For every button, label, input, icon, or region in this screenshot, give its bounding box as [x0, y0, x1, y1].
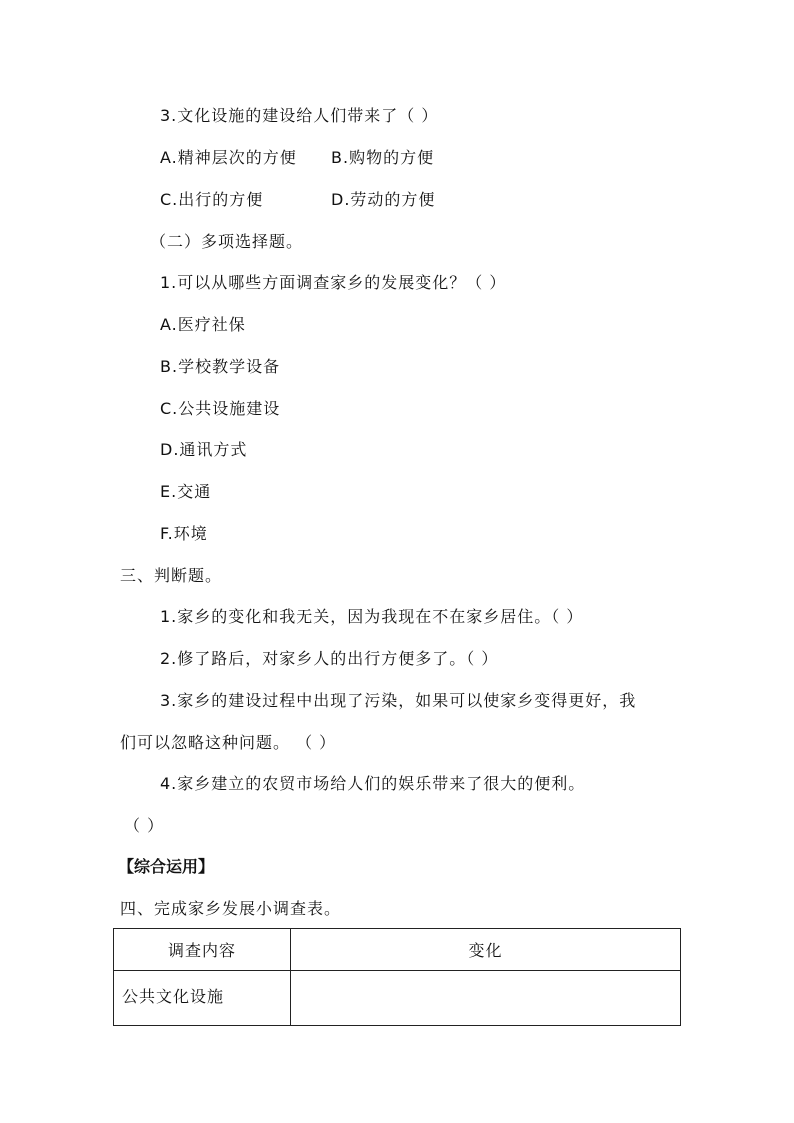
- true-false-heading: 三、判断题。: [120, 566, 223, 585]
- tf-question-3-line1: 3.家乡的建设过程中出现了污染，如果可以使家乡变得更好，我: [160, 691, 637, 710]
- tf-question-4-line1: 4.家乡建立的农贸市场给人们的娱乐带来了很大的便利。: [160, 774, 586, 793]
- multi-option-b: B.学校教学设备: [160, 357, 281, 376]
- table-header-content: 调查内容: [114, 929, 291, 971]
- question-3: 3.文化设施的建设给人们带来了（ ）: [160, 106, 439, 125]
- multi-option-e: E.交通: [160, 482, 212, 501]
- table-header-change: 变化: [291, 929, 681, 971]
- multi-option-a: A.医疗社保: [160, 315, 246, 334]
- table-row: [114, 971, 681, 1026]
- survey-task: 四、完成家乡发展小调查表。: [120, 899, 342, 918]
- table-cell-item: 公共文化设施: [114, 971, 291, 1026]
- table-header-row: [114, 929, 681, 971]
- option-b: B.购物的方便: [331, 148, 435, 167]
- option-d: D.劳动的方便: [331, 190, 436, 209]
- multi-question-1: 1.可以从哪些方面调查家乡的发展变化？（ ）: [160, 273, 507, 292]
- tf-question-3-line2: 们可以忽略这种问题。 （ ）: [120, 733, 337, 752]
- section-label: 【综合运用】: [118, 857, 215, 876]
- tf-question-4-line2: （ ）: [124, 816, 165, 835]
- multi-option-c: C.公共设施建设: [160, 399, 281, 418]
- multi-option-d: D.通讯方式: [160, 440, 248, 459]
- multi-option-f: F.环境: [160, 524, 208, 543]
- multiple-choice-heading: （二）多项选择题。: [150, 232, 304, 251]
- tf-question-1: 1.家乡的变化和我无关，因为我现在不在家乡居住。（ ）: [160, 607, 584, 626]
- table-cell-change[interactable]: [291, 971, 681, 1026]
- tf-question-2: 2.修了路后，对家乡人的出行方便多了。（ ）: [160, 649, 499, 668]
- survey-table: [113, 928, 681, 1026]
- option-a: A.精神层次的方便: [160, 148, 297, 167]
- option-c: C.出行的方便: [160, 190, 264, 209]
